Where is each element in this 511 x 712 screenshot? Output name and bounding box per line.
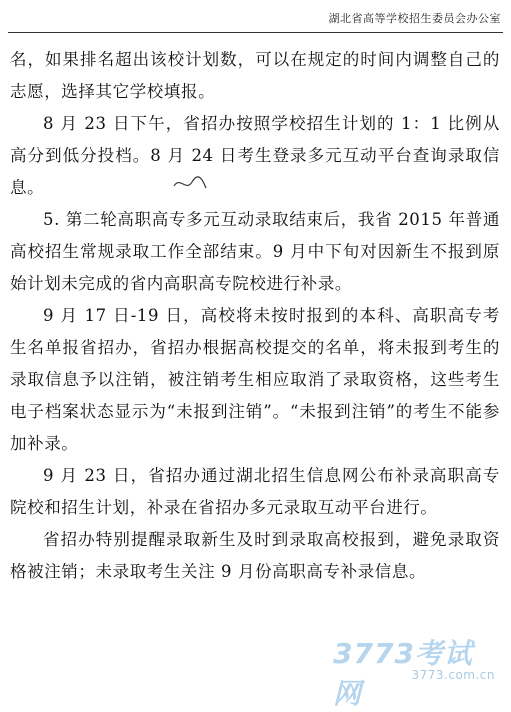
paragraph-cancellation: 9 月 17 日-19 日，高校将未按时报到的本科、高职高专考生名单报省招办，省招办根据高校提交的名单，将未报到考生的录取信息予以注销，被注销考生相应取消了录取资格，这些考生电子档案状态显示为“未报到注销”。“未报到注销”的考生不能参加补录。 [10,306,500,453]
watermark-logo-text: 3773考试网 [333,637,473,710]
header-divider [8,32,503,33]
paragraph-continuation: 名，如果排名超出该校计划数，可以在规定的时间内调整自己的志愿，选择其它学校填报。 [10,50,500,101]
header-title: 湖北省高等学校招生委员会办公室 [328,12,501,25]
paragraph-supplementary-admission: 9 月 23 日，省招办通过湖北招生信息网公布补录高职高专院校和招生计划，补录在省招办多元录取互动平台进行。 [10,466,500,517]
site-watermark [333,632,503,710]
paragraph-second-round-result: 5. 第二轮高职高专多元互动录取结束后，我省 2015 年普通高校招生常规录取工作全部结束。9 月中下旬对因新生不报到原始计划未完成的省内高职高专院校进行补录。 [10,210,500,293]
document-body [10,44,500,588]
watermark-url: 3773.com.cn [411,668,495,682]
paragraph-reminder: 省招办特别提醒录取新生及时到录取高校报到，避免录取资格被注销；未录取考生关注 9 月份高职高专补录信息。 [10,530,500,581]
page-header [0,0,511,36]
paragraph-first-round-filing: 8 月 23 日下午，省招办按照学校招生计划的 1：1 比例从高分到低分投档。8 月 24 日考生登录多元互动平台查询录取信息。 [10,114,500,197]
